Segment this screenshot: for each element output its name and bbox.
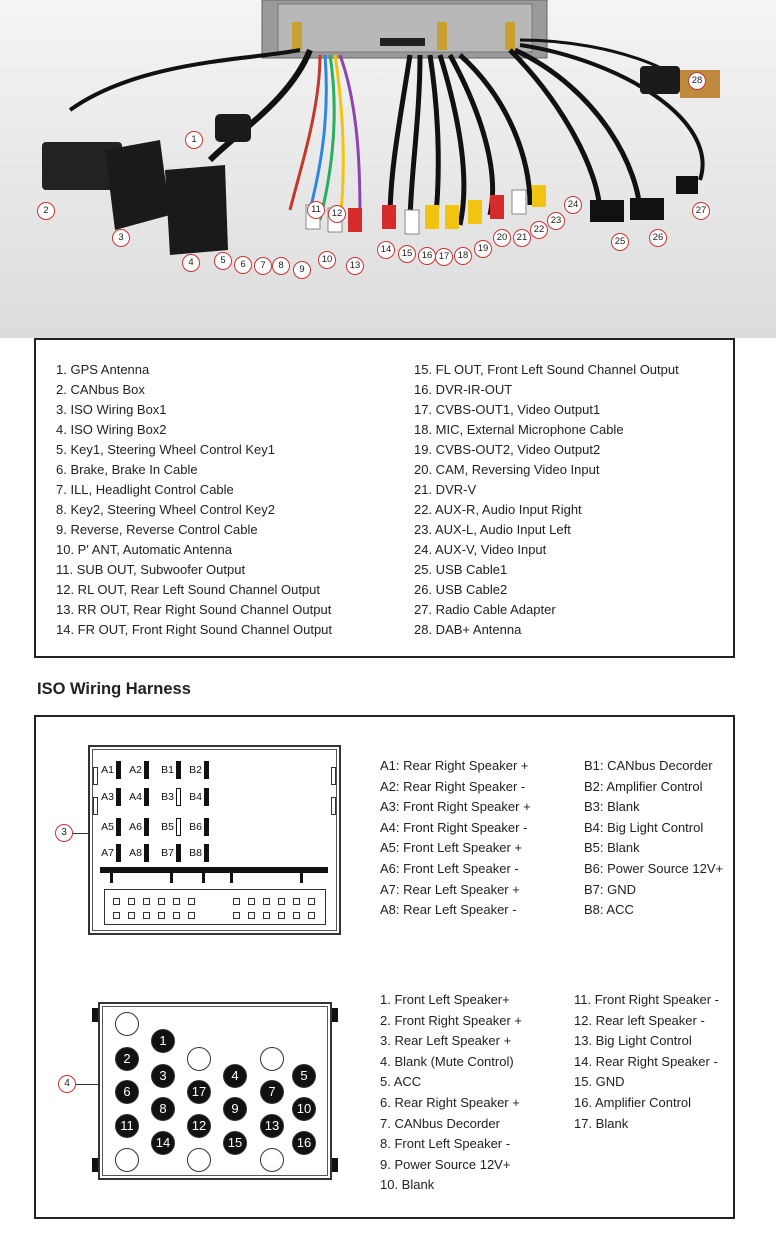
- callout-7: 7: [254, 257, 272, 275]
- pin-description: 12. Rear left Speaker -: [574, 1012, 705, 1028]
- product-cable-photo: [0, 0, 776, 338]
- callout-3: 3: [112, 229, 130, 247]
- pin-description: A8: Rear Left Speaker -: [380, 902, 517, 918]
- pin-description: 11. Front Right Speaker -: [574, 992, 719, 1007]
- legend-item: 12. RL OUT, Rear Left Sound Channel Output: [56, 582, 321, 597]
- pin-description: 3. Rear Left Speaker +: [380, 1033, 512, 1049]
- callout-20: 20: [493, 229, 511, 247]
- pin-b8: [204, 844, 209, 862]
- legend-item: 20. CAM, Reversing Video Input: [414, 462, 600, 477]
- box2-pin-list-right: [574, 990, 719, 1134]
- pin-description: A4: Front Right Speaker -: [380, 819, 528, 835]
- pin-label-b1: B1: [161, 764, 174, 776]
- box2-pin-list-left: [380, 990, 522, 1196]
- legend-item: 10. P' ANT, Automatic Antenna: [56, 542, 232, 557]
- pin-a6: [144, 818, 149, 836]
- legend-item: 19. CVBS-OUT2, Video Output2: [414, 442, 601, 457]
- cable-illustration: [0, 0, 776, 338]
- legend-item: 24. AUX-V, Video Input: [414, 542, 547, 557]
- pin-description: 15. GND: [574, 1074, 625, 1090]
- pin-15: 15: [223, 1131, 247, 1155]
- pin-label-b5: B5: [161, 821, 174, 833]
- pin-description: B8: ACC: [584, 902, 634, 918]
- legend-item: 9. Reverse, Reverse Control Cable: [56, 522, 258, 537]
- iso-connector-box2: [98, 1002, 332, 1180]
- pin-a2: [144, 761, 149, 779]
- callout-2: 2: [37, 202, 55, 220]
- pin-2: 2: [115, 1047, 139, 1071]
- pin-a1: [116, 761, 121, 779]
- callout-1: 1: [185, 131, 203, 149]
- legend-item: 26. USB Cable2: [414, 582, 508, 597]
- legend-item: 14. FR OUT, Front Right Sound Channel Output: [56, 622, 333, 637]
- legend-item: 23. AUX-L, Audio Input Left: [414, 522, 571, 537]
- slot-strip: [104, 889, 326, 925]
- connector-rail: [100, 867, 328, 873]
- pin-a3: [116, 788, 121, 806]
- pin-description: A1: Rear Right Speaker +: [380, 758, 529, 773]
- pin-a8: [144, 844, 149, 862]
- pin-description: A2: Rear Right Speaker -: [380, 778, 526, 794]
- legend-column-right: [414, 360, 679, 640]
- callout-21: 21: [513, 229, 531, 247]
- iso-harness-panel: [34, 715, 735, 1219]
- pin-label-b6: B6: [189, 821, 202, 833]
- pin-description: A7: Rear Left Speaker +: [380, 881, 520, 897]
- connector-tab: [92, 1158, 98, 1172]
- legend-item: 4. ISO Wiring Box2: [56, 422, 167, 437]
- legend-item: 3. ISO Wiring Box1: [56, 402, 167, 417]
- pin-10: 10: [292, 1097, 316, 1121]
- pin-b5: [176, 818, 181, 836]
- callout-18: 18: [454, 247, 472, 265]
- pin-description: 8. Front Left Speaker -: [380, 1136, 511, 1152]
- callout-24: 24: [564, 196, 582, 214]
- pin-description: 14. Rear Right Speaker -: [574, 1053, 718, 1069]
- component-legend: [34, 338, 735, 658]
- callout-8: 8: [272, 257, 290, 275]
- pin-description: A5: Front Left Speaker +: [380, 840, 522, 856]
- callout-15: 15: [398, 245, 416, 263]
- pin-empty: [187, 1047, 211, 1071]
- pin-description: 2. Front Right Speaker +: [380, 1012, 522, 1028]
- pin-label-a7: A7: [101, 847, 114, 859]
- pin-b3: [176, 788, 181, 806]
- callout-11: 11: [307, 201, 325, 219]
- pin-label-a5: A5: [101, 821, 114, 833]
- legend-item: 2. CANbus Box: [56, 382, 145, 397]
- callout-28: 28: [688, 72, 706, 90]
- legend-item: 11. SUB OUT, Subwoofer Output: [56, 562, 246, 577]
- legend-column-left: [56, 360, 332, 640]
- callout-3: 3: [55, 824, 73, 842]
- pin-empty: [260, 1047, 284, 1071]
- connector-tab: [331, 767, 336, 785]
- legend-item: 7. ILL, Headlight Control Cable: [56, 482, 234, 497]
- pin-description: 1. Front Left Speaker+: [380, 992, 510, 1007]
- pin-empty: [187, 1148, 211, 1172]
- callout-23: 23: [547, 212, 565, 230]
- pin-label-a1: A1: [101, 764, 114, 776]
- pin-description: B1: CANbus Decorder: [584, 758, 713, 773]
- pin-empty: [260, 1148, 284, 1172]
- pin-description: B6: Power Source 12V+: [584, 860, 724, 876]
- pin-label-b8: B8: [189, 847, 202, 859]
- connector-tab: [92, 1008, 98, 1022]
- pin-4: 4: [223, 1064, 247, 1088]
- pin-7: 7: [260, 1080, 284, 1104]
- pin-label-a2: A2: [129, 764, 142, 776]
- pin-17: 17: [187, 1080, 211, 1104]
- pin-description: 17. Blank: [574, 1115, 629, 1131]
- pin-description: 13. Big Light Control: [574, 1033, 692, 1049]
- pin-description: B7: GND: [584, 881, 637, 897]
- pin-description: B5: Blank: [584, 840, 640, 856]
- callout-13: 13: [346, 257, 364, 275]
- pin-label-b4: B4: [189, 791, 202, 803]
- connector-tick: [230, 873, 233, 883]
- section-title: ISO Wiring Harness: [37, 680, 191, 698]
- pin-1: 1: [151, 1029, 175, 1053]
- pin-label-a8: A8: [129, 847, 142, 859]
- callout-4: 4: [182, 254, 200, 272]
- pin-description: B3: Blank: [584, 799, 640, 815]
- pin-6: 6: [115, 1080, 139, 1104]
- callout-26: 26: [649, 229, 667, 247]
- leader-line: [76, 1084, 98, 1085]
- pin-description: B4: Big Light Control: [584, 819, 704, 835]
- legend-item: 5. Key1, Steering Wheel Control Key1: [56, 442, 275, 457]
- callout-12: 12: [328, 205, 346, 223]
- pin-description: 6. Rear Right Speaker +: [380, 1094, 520, 1110]
- legend-item: 22. AUX-R, Audio Input Right: [414, 502, 582, 517]
- box1-b-pin-list: [584, 756, 723, 921]
- legend-item: 8. Key2, Steering Wheel Control Key2: [56, 502, 275, 517]
- pin-label-a4: A4: [129, 791, 142, 803]
- pin-label-b2: B2: [189, 764, 202, 776]
- callout-22: 22: [530, 221, 548, 239]
- connector-tab: [332, 1158, 338, 1172]
- pin-label-a3: A3: [101, 791, 114, 803]
- callout-16: 16: [418, 247, 436, 265]
- pin-16: 16: [292, 1131, 316, 1155]
- pin-9: 9: [223, 1097, 247, 1121]
- pin-14: 14: [151, 1131, 175, 1155]
- pin-empty: [115, 1148, 139, 1172]
- iso-connector-box1: [88, 745, 341, 935]
- connector-tick: [110, 873, 113, 883]
- pin-label-a6: A6: [129, 821, 142, 833]
- callout-27: 27: [692, 202, 710, 220]
- pin-description: 10. Blank: [380, 1177, 435, 1193]
- pin-description: 7. CANbus Decorder: [380, 1115, 500, 1131]
- pin-b1: [176, 761, 181, 779]
- connector-tick: [202, 873, 205, 883]
- legend-item: 21. DVR-V: [414, 482, 477, 497]
- box1-a-pin-list: [380, 756, 531, 921]
- pin-label-b7: B7: [161, 847, 174, 859]
- leader-line: [73, 833, 88, 834]
- legend-item: 27. Radio Cable Adapter: [414, 602, 556, 617]
- pin-b6: [204, 818, 209, 836]
- callout-25: 25: [611, 233, 629, 251]
- pin-description: B2: Amplifier Control: [584, 778, 703, 794]
- pin-description: A3: Front Right Speaker +: [380, 799, 531, 815]
- pin-description: 5. ACC: [380, 1074, 422, 1090]
- callout-6: 6: [234, 256, 252, 274]
- pin-empty: [115, 1012, 139, 1036]
- callout-9: 9: [293, 261, 311, 279]
- legend-item: 28. DAB+ Antenna: [414, 622, 522, 637]
- pin-5: 5: [292, 1064, 316, 1088]
- pin-a7: [116, 844, 121, 862]
- connector-tab: [332, 1008, 338, 1022]
- callout-19: 19: [474, 240, 492, 258]
- pin-3: 3: [151, 1064, 175, 1088]
- legend-item: 25. USB Cable1: [414, 562, 508, 577]
- callout-14: 14: [377, 241, 395, 259]
- legend-item: 17. CVBS-OUT1, Video Output1: [414, 402, 601, 417]
- legend-item: 16. DVR-IR-OUT: [414, 382, 513, 397]
- legend-item: 18. MIC, External Microphone Cable: [414, 422, 624, 437]
- pin-b4: [204, 788, 209, 806]
- pin-13: 13: [260, 1114, 284, 1138]
- pin-a4: [144, 788, 149, 806]
- pin-11: 11: [115, 1114, 139, 1138]
- pin-8: 8: [151, 1097, 175, 1121]
- pin-12: 12: [187, 1114, 211, 1138]
- legend-item: 1. GPS Antenna: [56, 362, 150, 377]
- callout-4: 4: [58, 1075, 76, 1093]
- callout-17: 17: [435, 248, 453, 266]
- connector-tick: [170, 873, 173, 883]
- legend-item: 6. Brake, Brake In Cable: [56, 462, 198, 477]
- pin-description: 4. Blank (Mute Control): [380, 1053, 514, 1069]
- pin-label-b3: B3: [161, 791, 174, 803]
- pin-description: 9. Power Source 12V+: [380, 1156, 511, 1172]
- connector-tick: [300, 873, 303, 883]
- legend-item: 13. RR OUT, Rear Right Sound Channel Output: [56, 602, 332, 617]
- pin-description: 16. Amplifier Control: [574, 1094, 692, 1110]
- connector-tab: [331, 797, 336, 815]
- pin-description: A6: Front Left Speaker -: [380, 860, 519, 876]
- pin-b2: [204, 761, 209, 779]
- callout-10: 10: [318, 251, 336, 269]
- pin-a5: [116, 818, 121, 836]
- callout-5: 5: [214, 252, 232, 270]
- legend-item: 15. FL OUT, Front Left Sound Channel Output: [414, 362, 679, 377]
- pin-b7: [176, 844, 181, 862]
